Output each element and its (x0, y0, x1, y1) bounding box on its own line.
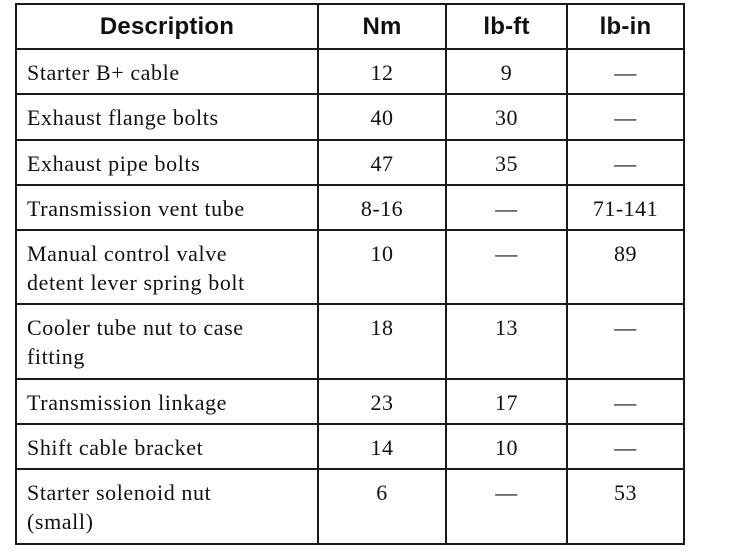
row-description (16, 94, 318, 140)
torque-spec-table (15, 3, 685, 545)
row-lb-in: — (567, 49, 684, 94)
header-nm: Nm (318, 4, 446, 49)
table-row (16, 49, 684, 94)
table-row (16, 185, 684, 230)
description-line: fitting (27, 344, 85, 369)
header-row (16, 4, 684, 49)
table-row (16, 424, 684, 469)
header-lb-ft: lb-ft (446, 4, 567, 49)
row-lb-in: 53 (567, 469, 684, 544)
row-nm: 12 (318, 49, 446, 94)
description-line: Exhaust flange bolts (27, 105, 219, 130)
row-lb-ft: 10 (446, 424, 567, 469)
row-nm: 18 (318, 304, 446, 379)
row-description (16, 424, 318, 469)
description-line: Transmission linkage (27, 390, 228, 415)
row-lb-ft: 9 (446, 49, 567, 94)
row-description (16, 49, 318, 94)
description-line: Starter solenoid nut (27, 480, 212, 505)
table-row (16, 469, 684, 544)
table-row (16, 379, 684, 424)
row-nm: 6 (318, 469, 446, 544)
row-description (16, 185, 318, 230)
row-lb-in: — (567, 304, 684, 379)
row-lb-in: 71-141 (567, 185, 684, 230)
description-line: Shift cable bracket (27, 435, 204, 460)
row-description (16, 469, 318, 544)
row-nm: 47 (318, 140, 446, 185)
table-row (16, 140, 684, 185)
description-line: Transmission vent tube (27, 196, 245, 221)
row-description (16, 379, 318, 424)
description-line: Exhaust pipe bolts (27, 151, 201, 176)
row-lb-in: — (567, 140, 684, 185)
row-lb-in: — (567, 94, 684, 140)
row-lb-in: — (567, 379, 684, 424)
row-description (16, 140, 318, 185)
row-lb-ft: — (446, 230, 567, 304)
description-line: (small) (27, 509, 94, 534)
table-row (16, 94, 684, 140)
row-lb-in: — (567, 424, 684, 469)
description-line: detent lever spring bolt (27, 270, 245, 295)
row-lb-ft: — (446, 185, 567, 230)
row-lb-ft: 13 (446, 304, 567, 379)
row-nm: 8-16 (318, 185, 446, 230)
row-lb-ft: — (446, 469, 567, 544)
description-line: Starter B+ cable (27, 60, 180, 85)
row-description (16, 230, 318, 304)
row-nm: 14 (318, 424, 446, 469)
header-description: Description (16, 4, 318, 49)
description-line: Manual control valve (27, 241, 228, 266)
header-lb-in: lb-in (567, 4, 684, 49)
table-row (16, 230, 684, 304)
row-lb-ft: 35 (446, 140, 567, 185)
row-description (16, 304, 318, 379)
row-nm: 23 (318, 379, 446, 424)
row-nm: 40 (318, 94, 446, 140)
row-nm: 10 (318, 230, 446, 304)
description-line: Cooler tube nut to case (27, 315, 244, 340)
row-lb-ft: 30 (446, 94, 567, 140)
table-row (16, 304, 684, 379)
row-lb-ft: 17 (446, 379, 567, 424)
row-lb-in: 89 (567, 230, 684, 304)
